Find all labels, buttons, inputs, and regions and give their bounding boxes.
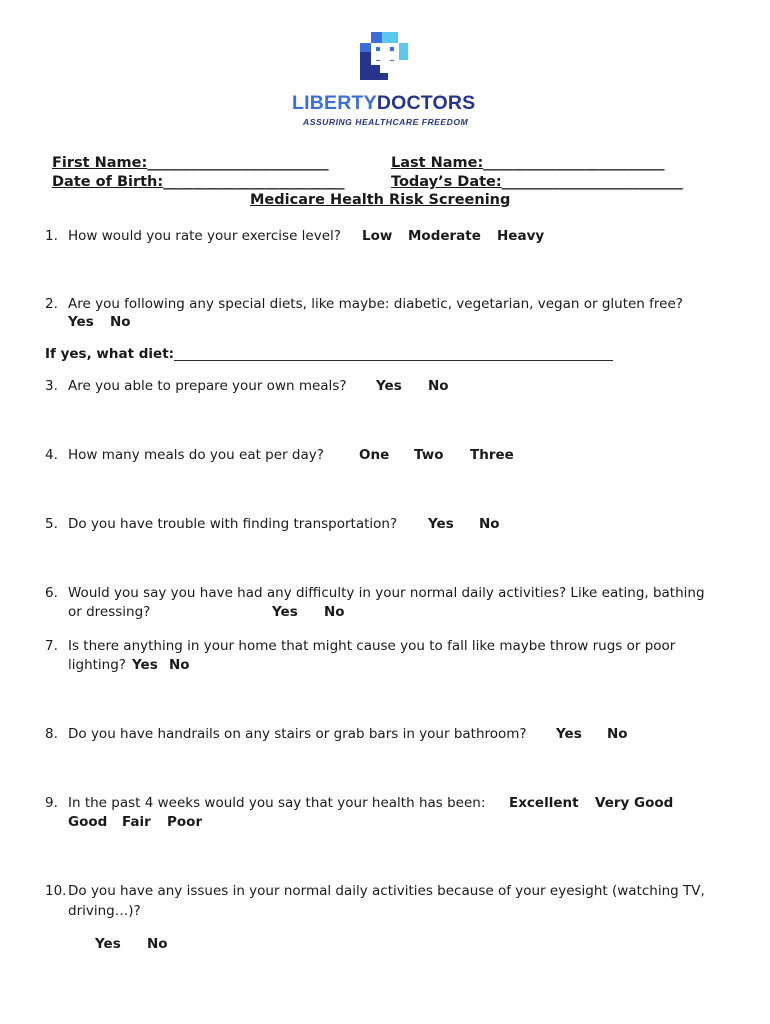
last-name-label: Last Name:: [391, 155, 484, 171]
q6-text-line1: Would you say you have had any difficulty in your normal daily activities? Like eating, bathing: [68, 585, 705, 601]
q3-number: 3.: [45, 378, 58, 394]
q10-text-line1: Do you have any issues in your normal daily activities because of your eyesight (watching TV,: [68, 883, 705, 899]
diet-label: If yes, what diet:: [45, 346, 175, 362]
diet-line: _________________________________________________________________: [174, 346, 613, 362]
q6-option-yes[interactable]: Yes: [272, 604, 298, 620]
q10-option-yes[interactable]: Yes: [95, 936, 121, 952]
q5-option-yes[interactable]: Yes: [428, 516, 454, 532]
q8-number: 8.: [45, 726, 58, 742]
last-name-field[interactable]: [391, 155, 665, 171]
last-name-line: _________________________: [483, 155, 665, 171]
q6-option-no[interactable]: No: [324, 604, 345, 620]
dob-label: Date of Birth:: [52, 174, 164, 190]
q4-text: How many meals do you eat per day?: [68, 447, 324, 463]
first-name-field[interactable]: [52, 155, 329, 171]
q1-option-moderate[interactable]: Moderate: [408, 228, 481, 244]
dob-line: _________________________: [163, 174, 345, 190]
q6-text-line2: or dressing?: [68, 604, 151, 620]
q9-option-fair[interactable]: Fair: [122, 814, 151, 830]
q1-option-low[interactable]: Low: [362, 228, 393, 244]
q7-option-yes[interactable]: Yes: [132, 657, 158, 673]
q2-number: 2.: [45, 296, 58, 312]
q1-option-heavy[interactable]: Heavy: [497, 228, 545, 244]
first-name-line: _________________________: [147, 155, 329, 171]
q9-option-good[interactable]: Good: [68, 814, 108, 830]
q7-text-line1: Is there anything in your home that might cause you to fall like maybe throw rugs or poor: [68, 638, 676, 654]
q9-option-poor[interactable]: Poor: [167, 814, 203, 830]
q9-number: 9.: [45, 795, 58, 811]
logo: [280, 30, 490, 130]
q7-option-no[interactable]: No: [169, 657, 190, 673]
q5-option-no[interactable]: No: [479, 516, 500, 532]
q9-option-excellent[interactable]: Excellent: [509, 795, 579, 811]
q4-option-two[interactable]: Two: [414, 447, 444, 463]
q8-option-yes[interactable]: Yes: [556, 726, 582, 742]
brand-tagline: ASSURING HEALTHCARE FREEDOM: [303, 117, 469, 127]
q4-option-one[interactable]: One: [359, 447, 390, 463]
first-name-label: First Name:: [52, 155, 148, 171]
q6-number: 6.: [45, 585, 58, 601]
q1-number: 1.: [45, 228, 58, 244]
q9-option-very-good[interactable]: Very Good: [595, 795, 674, 811]
q7-number: 7.: [45, 638, 58, 654]
q2-option-no[interactable]: No: [110, 314, 131, 330]
q2-text: Are you following any special diets, like maybe: diabetic, vegetarian, vegan or gluten free?: [68, 296, 683, 312]
brand-name: LIBERTYDOCTORS: [292, 92, 476, 114]
today-date-label: Today’s Date:: [391, 174, 502, 190]
q3-option-yes[interactable]: Yes: [376, 378, 402, 394]
q1-text: How would you rate your exercise level?: [68, 228, 341, 244]
q9-text: In the past 4 weeks would you say that your health has been:: [68, 795, 486, 811]
form-title: Medicare Health Risk Screening: [250, 192, 511, 208]
dob-field[interactable]: [52, 174, 344, 190]
q4-option-three[interactable]: Three: [470, 447, 514, 463]
diet-field[interactable]: [45, 346, 613, 362]
q7-text-line2: lighting?: [68, 657, 126, 673]
q10-text-line2: driving…)?: [68, 903, 141, 919]
medical-cross-icon: [358, 30, 412, 82]
today-date-field[interactable]: [391, 174, 683, 190]
q3-text: Are you able to prepare your own meals?: [68, 378, 347, 394]
question-1: [45, 228, 58, 244]
q10-number: 10.: [45, 883, 67, 899]
q5-text: Do you have trouble with finding transportation?: [68, 516, 398, 532]
q4-number: 4.: [45, 447, 58, 463]
q10-option-no[interactable]: No: [147, 936, 168, 952]
q8-text: Do you have handrails on any stairs or grab bars in your bathroom?: [68, 726, 527, 742]
q8-option-no[interactable]: No: [607, 726, 628, 742]
today-date-line: _________________________: [501, 174, 683, 190]
q3-option-no[interactable]: No: [428, 378, 449, 394]
q5-number: 5.: [45, 516, 58, 532]
q2-option-yes[interactable]: Yes: [68, 314, 94, 330]
